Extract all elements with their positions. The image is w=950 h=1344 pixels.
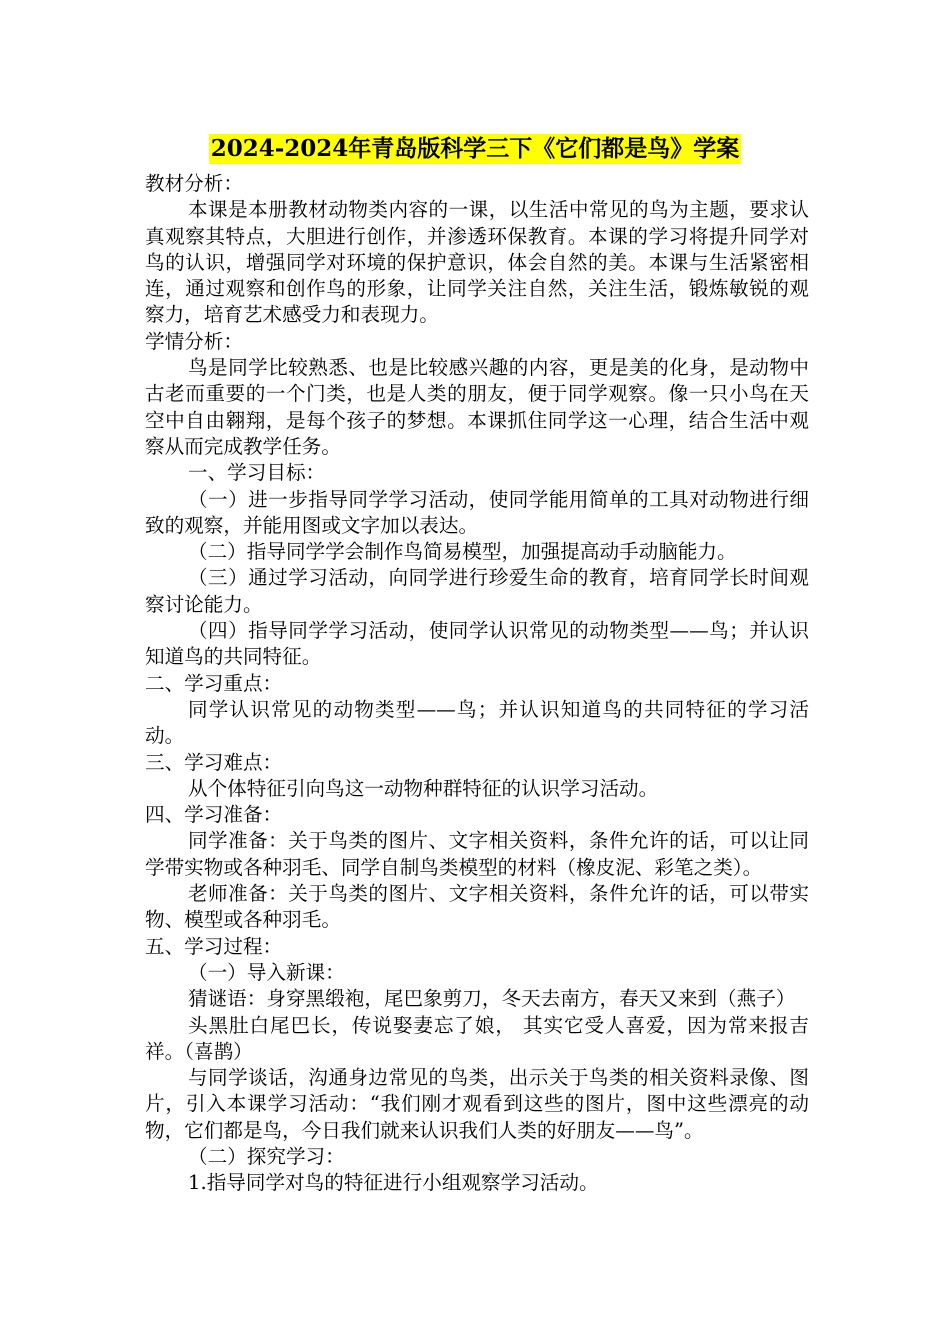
title-row bbox=[0, 134, 950, 164]
paragraph: 本课是本册教材动物类内容的一课，以生活中常见的鸟为主题，要求认真观察其特点，大胆进行创作，并渗透环保教育。本课的学习将提升同学对鸟的认识，增强同学对环境的保护意识，体会自然的美。本课与生活紧密相连，通过观察和创作鸟的形象，让同学关注自然，关注生活，锻炼敏锐的观察力，培育艺术感受力和表现力。 bbox=[145, 198, 809, 327]
paragraph: 一、学习目标： bbox=[188, 461, 326, 485]
paragraph: 猜谜语：身穿黑缎袍，尾巴象剪刀，冬天去南方，春天又来到（燕子） bbox=[188, 987, 796, 1011]
paragraph: 同学准备：关于鸟类的图片、文字相关资料，条件允许的话，可以让同学带实物或各种羽毛、同学自制鸟类模型的材料（橡皮泥、彩笔之类）。 bbox=[145, 829, 809, 879]
paragraph: 从个体特征引向鸟这一动物种群特征的认识学习活动。 bbox=[188, 776, 659, 800]
paragraph: 1.指导同学对鸟的特征进行小组观察学习活动。 bbox=[188, 1171, 599, 1195]
paragraph: （四）指导同学学习活动，使同学认识常见的动物类型——鸟；并认识知道鸟的共同特征。 bbox=[145, 619, 809, 669]
section-heading: 三、学习难点： bbox=[145, 750, 283, 774]
paragraph: （一）导入新课： bbox=[188, 960, 345, 984]
section-heading: 五、学习过程： bbox=[145, 934, 283, 958]
paragraph: （二）探究学习： bbox=[188, 1144, 345, 1168]
paragraph: 老师准备：关于鸟类的图片、文字相关资料，条件允许的话，可以带实物、模型或各种羽毛。 bbox=[145, 882, 809, 932]
paragraph: 鸟是同学比较熟悉、也是比较感兴趣的内容，更是美的化身，是动物中古老而重要的一个门类，也是人类的朋友，便于同学观察。像一只小鸟在天空中自由翱翔，是每个孩子的梦想。本课抓住同学这一心理，结合生活中观察从而完成教学任务。 bbox=[145, 356, 809, 458]
paragraph: 与同学谈话，沟通身边常见的鸟类，出示关于鸟类的相关资料录像、图片，引入本课学习活动：“我们刚才观看到这些的图片，图中这些漂亮的动物，它们都是鸟，今日我们就来认识我们人类的好朋友——鸟”。 bbox=[145, 1066, 809, 1142]
paragraph: 同学认识常见的动物类型——鸟；并认识知道鸟的共同特征的学习活动。 bbox=[145, 697, 809, 748]
document-body bbox=[145, 171, 809, 1197]
paragraph: （二）指导同学学会制作鸟简易模型，加强提高动手动脑能力。 bbox=[188, 540, 737, 564]
section-heading: 二、学习重点： bbox=[145, 671, 283, 695]
section-heading: 学情分析： bbox=[145, 329, 243, 353]
paragraph: （三）通过学习活动，向同学进行珍爱生命的教育，培育同学长时间观察讨论能力。 bbox=[145, 566, 809, 616]
paragraph: （一）进一步指导同学学习活动，使同学能用简单的工具对动物进行细致的观察，并能用图或文字加以表达。 bbox=[145, 487, 809, 537]
paragraph: 头黑肚白尾巴长，传说娶妻忘了娘， 其实它受人喜爱，因为常来报吉祥。（喜鹊） bbox=[145, 1013, 809, 1063]
section-heading: 四、学习准备： bbox=[145, 803, 283, 827]
document-title: 2024-2024年青岛版科学三下《它们都是鸟》学案 bbox=[210, 135, 740, 162]
section-heading: 教材分析： bbox=[145, 172, 243, 195]
